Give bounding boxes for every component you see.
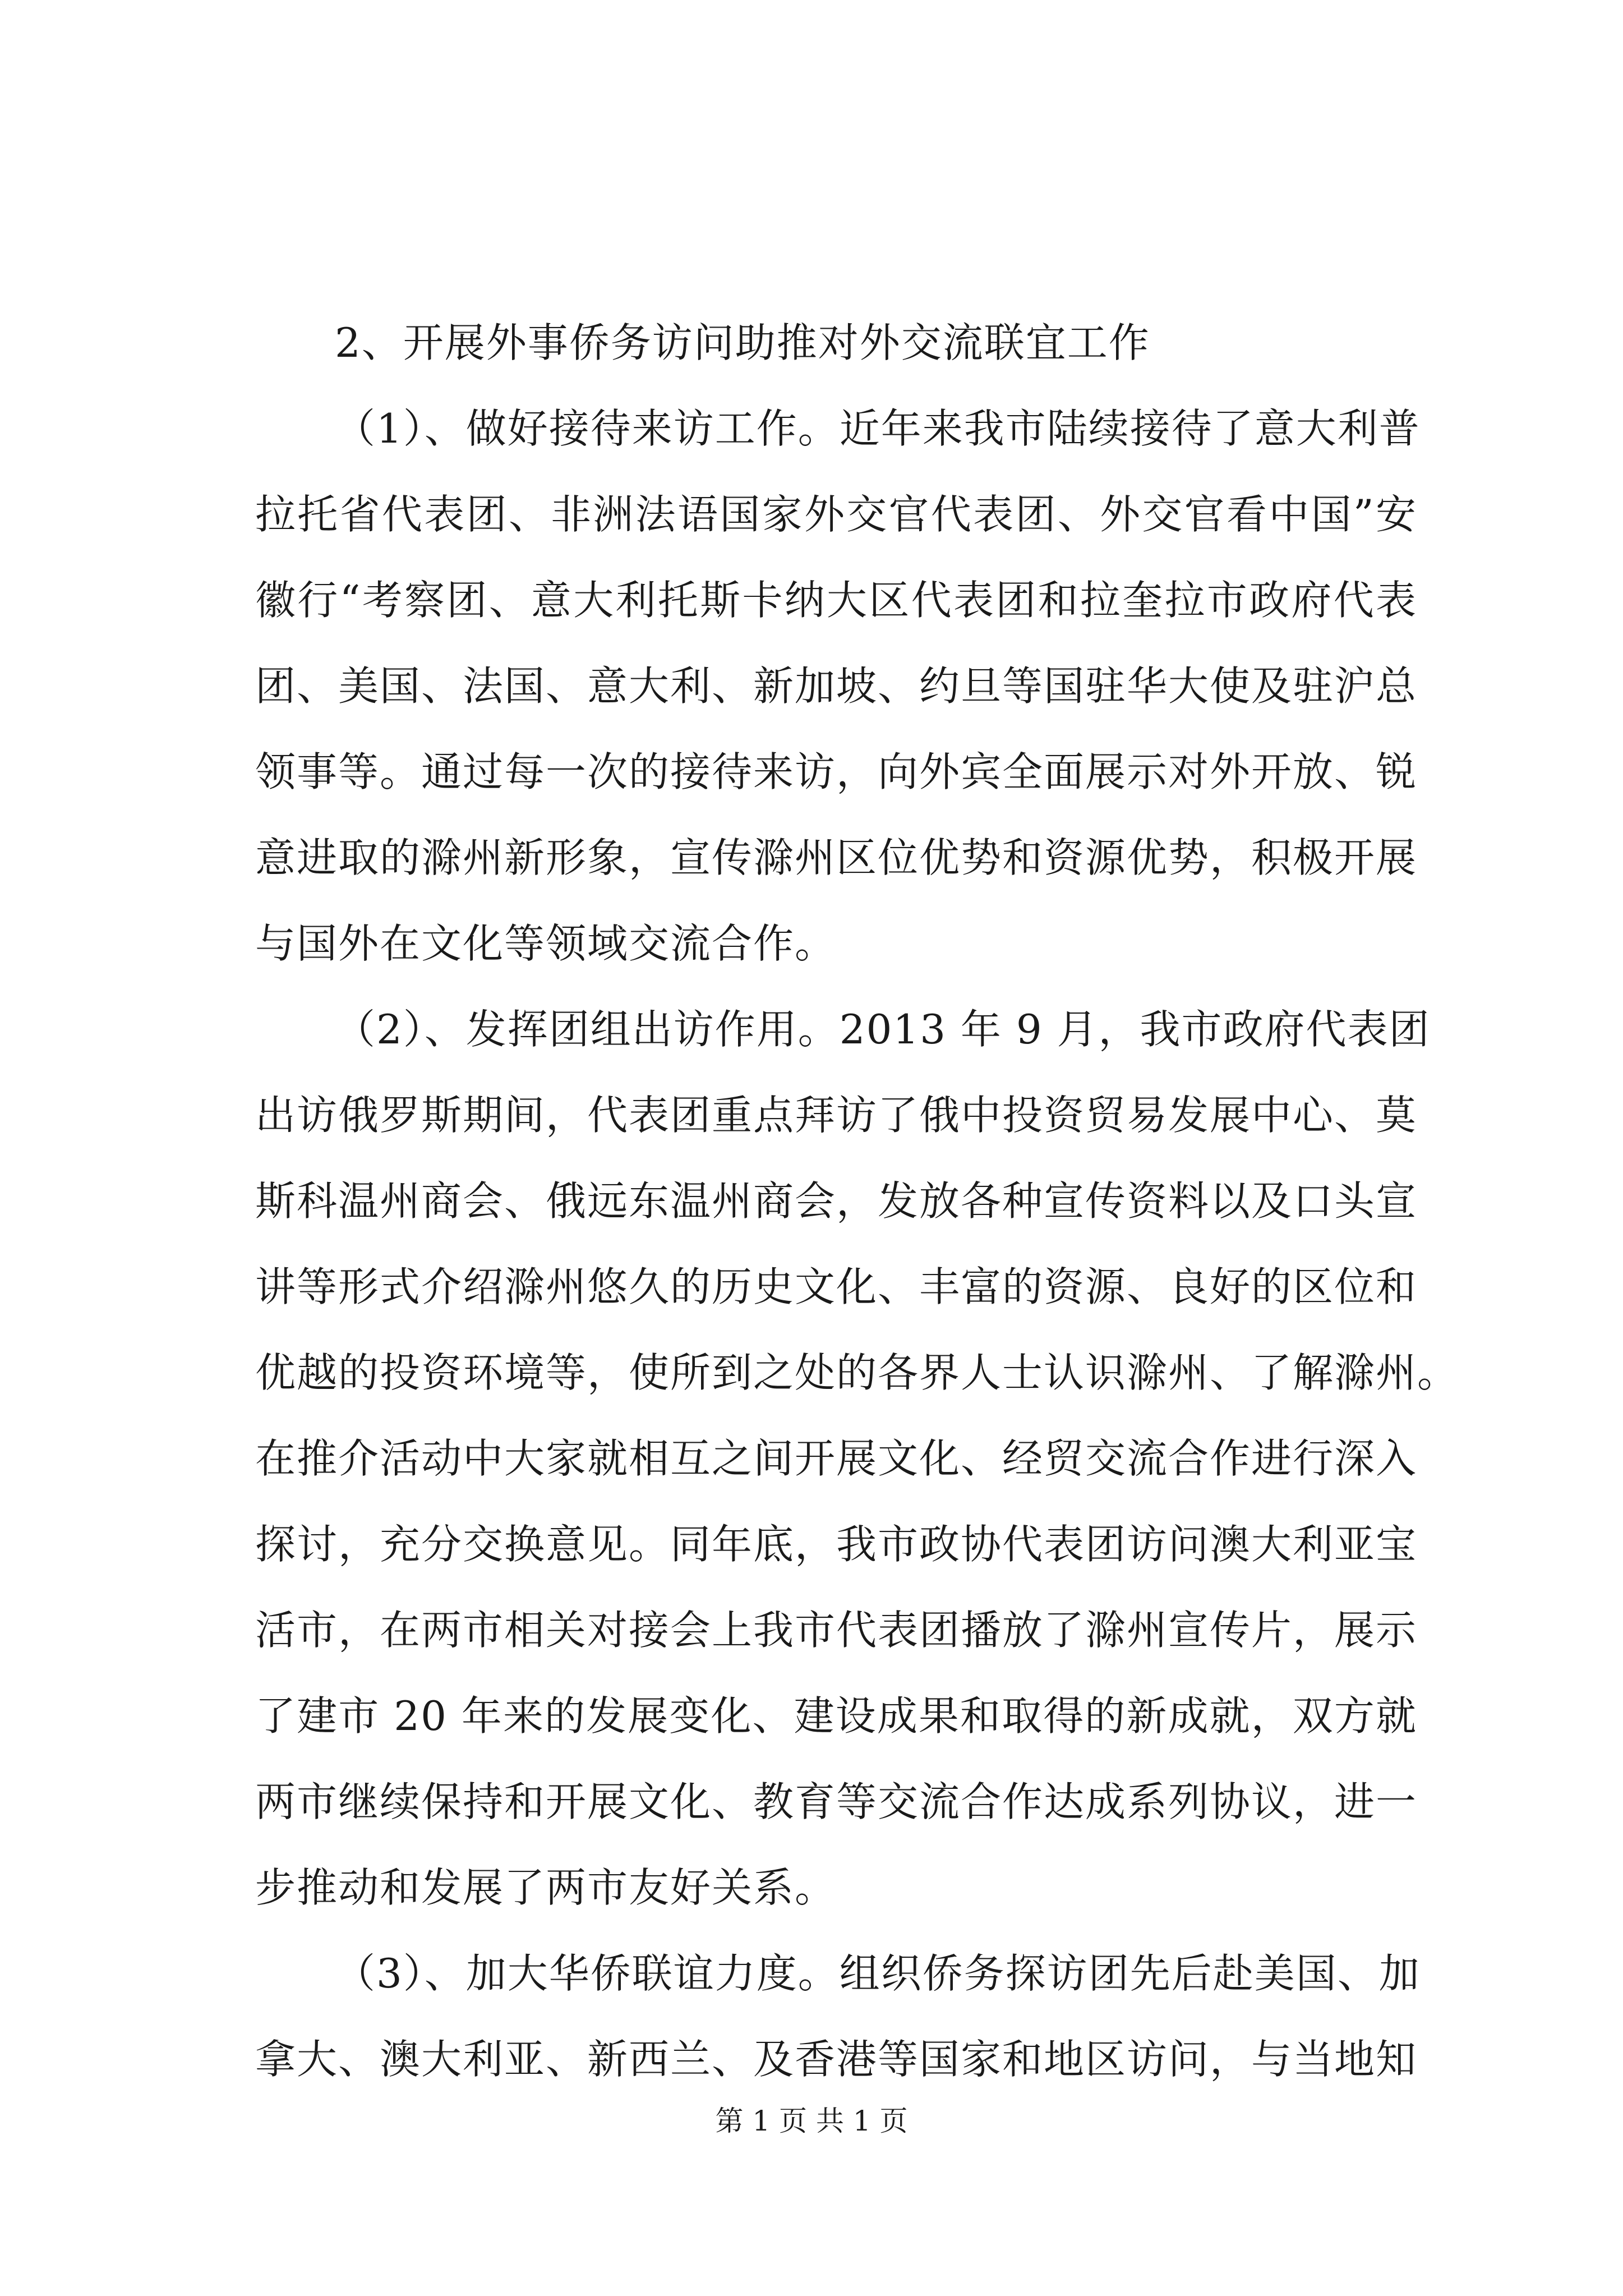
- page-footer: 第 1 页 共 1 页: [715, 2105, 908, 2137]
- text-line: （2）、发挥团组出访作用。2013 年 9 月，我市政府代表团: [335, 1006, 1431, 1053]
- text-line: 优越的投资环境等，使所到之处的各界人士认识滁州、了解滁州。: [255, 1349, 1459, 1396]
- text-line: 2、开展外事侨务访问助推对外交流联宜工作: [335, 319, 1150, 366]
- text-line: 拿大、澳大利亚、新西兰、及香港等国家和地区访问，与当地知: [255, 2036, 1418, 2083]
- text-line: 在推介活动中大家就相互之间开展文化、经贸交流合作进行深入: [255, 1435, 1418, 1482]
- text-line: （3）、加大华侨联谊力度。组织侨务探访团先后赴美国、加: [335, 1950, 1421, 1997]
- text-line: 拉托省代表团、非洲法语国家外交官代表团、外交官看中国”安: [255, 491, 1417, 538]
- text-line: 讲等形式介绍滁州悠久的历史文化、丰富的资源、良好的区位和: [255, 1263, 1418, 1310]
- text-line: 与国外在文化等领域交流合作。: [255, 920, 837, 967]
- text-line: 意进取的滁州新形象，宣传滁州区位优势和资源优势，积极开展: [255, 834, 1418, 881]
- text-line: 活市，在两市相关对接会上我市代表团播放了滁州宣传片，展示: [255, 1607, 1418, 1654]
- text-line: 徽行“考察团、意大利托斯卡纳大区代表团和拉奎拉市政府代表: [255, 577, 1417, 624]
- text-line: 两市继续保持和开展文化、教育等交流合作达成系列协议，进一: [255, 1778, 1418, 1825]
- text-line: 了建市 20 年来的发展变化、建设成果和取得的新成就，双方就: [255, 1692, 1417, 1740]
- text-line: （1）、做好接待来访工作。近年来我市陆续接待了意大利普: [335, 405, 1421, 452]
- text-line: 出访俄罗斯期间，代表团重点拜访了俄中投资贸易发展中心、莫: [255, 1092, 1418, 1139]
- text-line: 探讨，充分交换意见。同年底，我市政协代表团访问澳大利亚宝: [255, 1521, 1418, 1568]
- text-line: 步推动和发展了两市友好关系。: [255, 1864, 837, 1911]
- text-line: 团、美国、法国、意大利、新加坡、约旦等国驻华大使及驻沪总: [255, 662, 1418, 710]
- document-body: [255, 300, 1459, 2102]
- text-line: 斯科温州商会、俄远东温州商会，发放各种宣传资料以及口头宣: [255, 1177, 1418, 1225]
- text-line: 领事等。通过每一次的接待来访，向外宾全面展示对外开放、锐: [255, 748, 1418, 795]
